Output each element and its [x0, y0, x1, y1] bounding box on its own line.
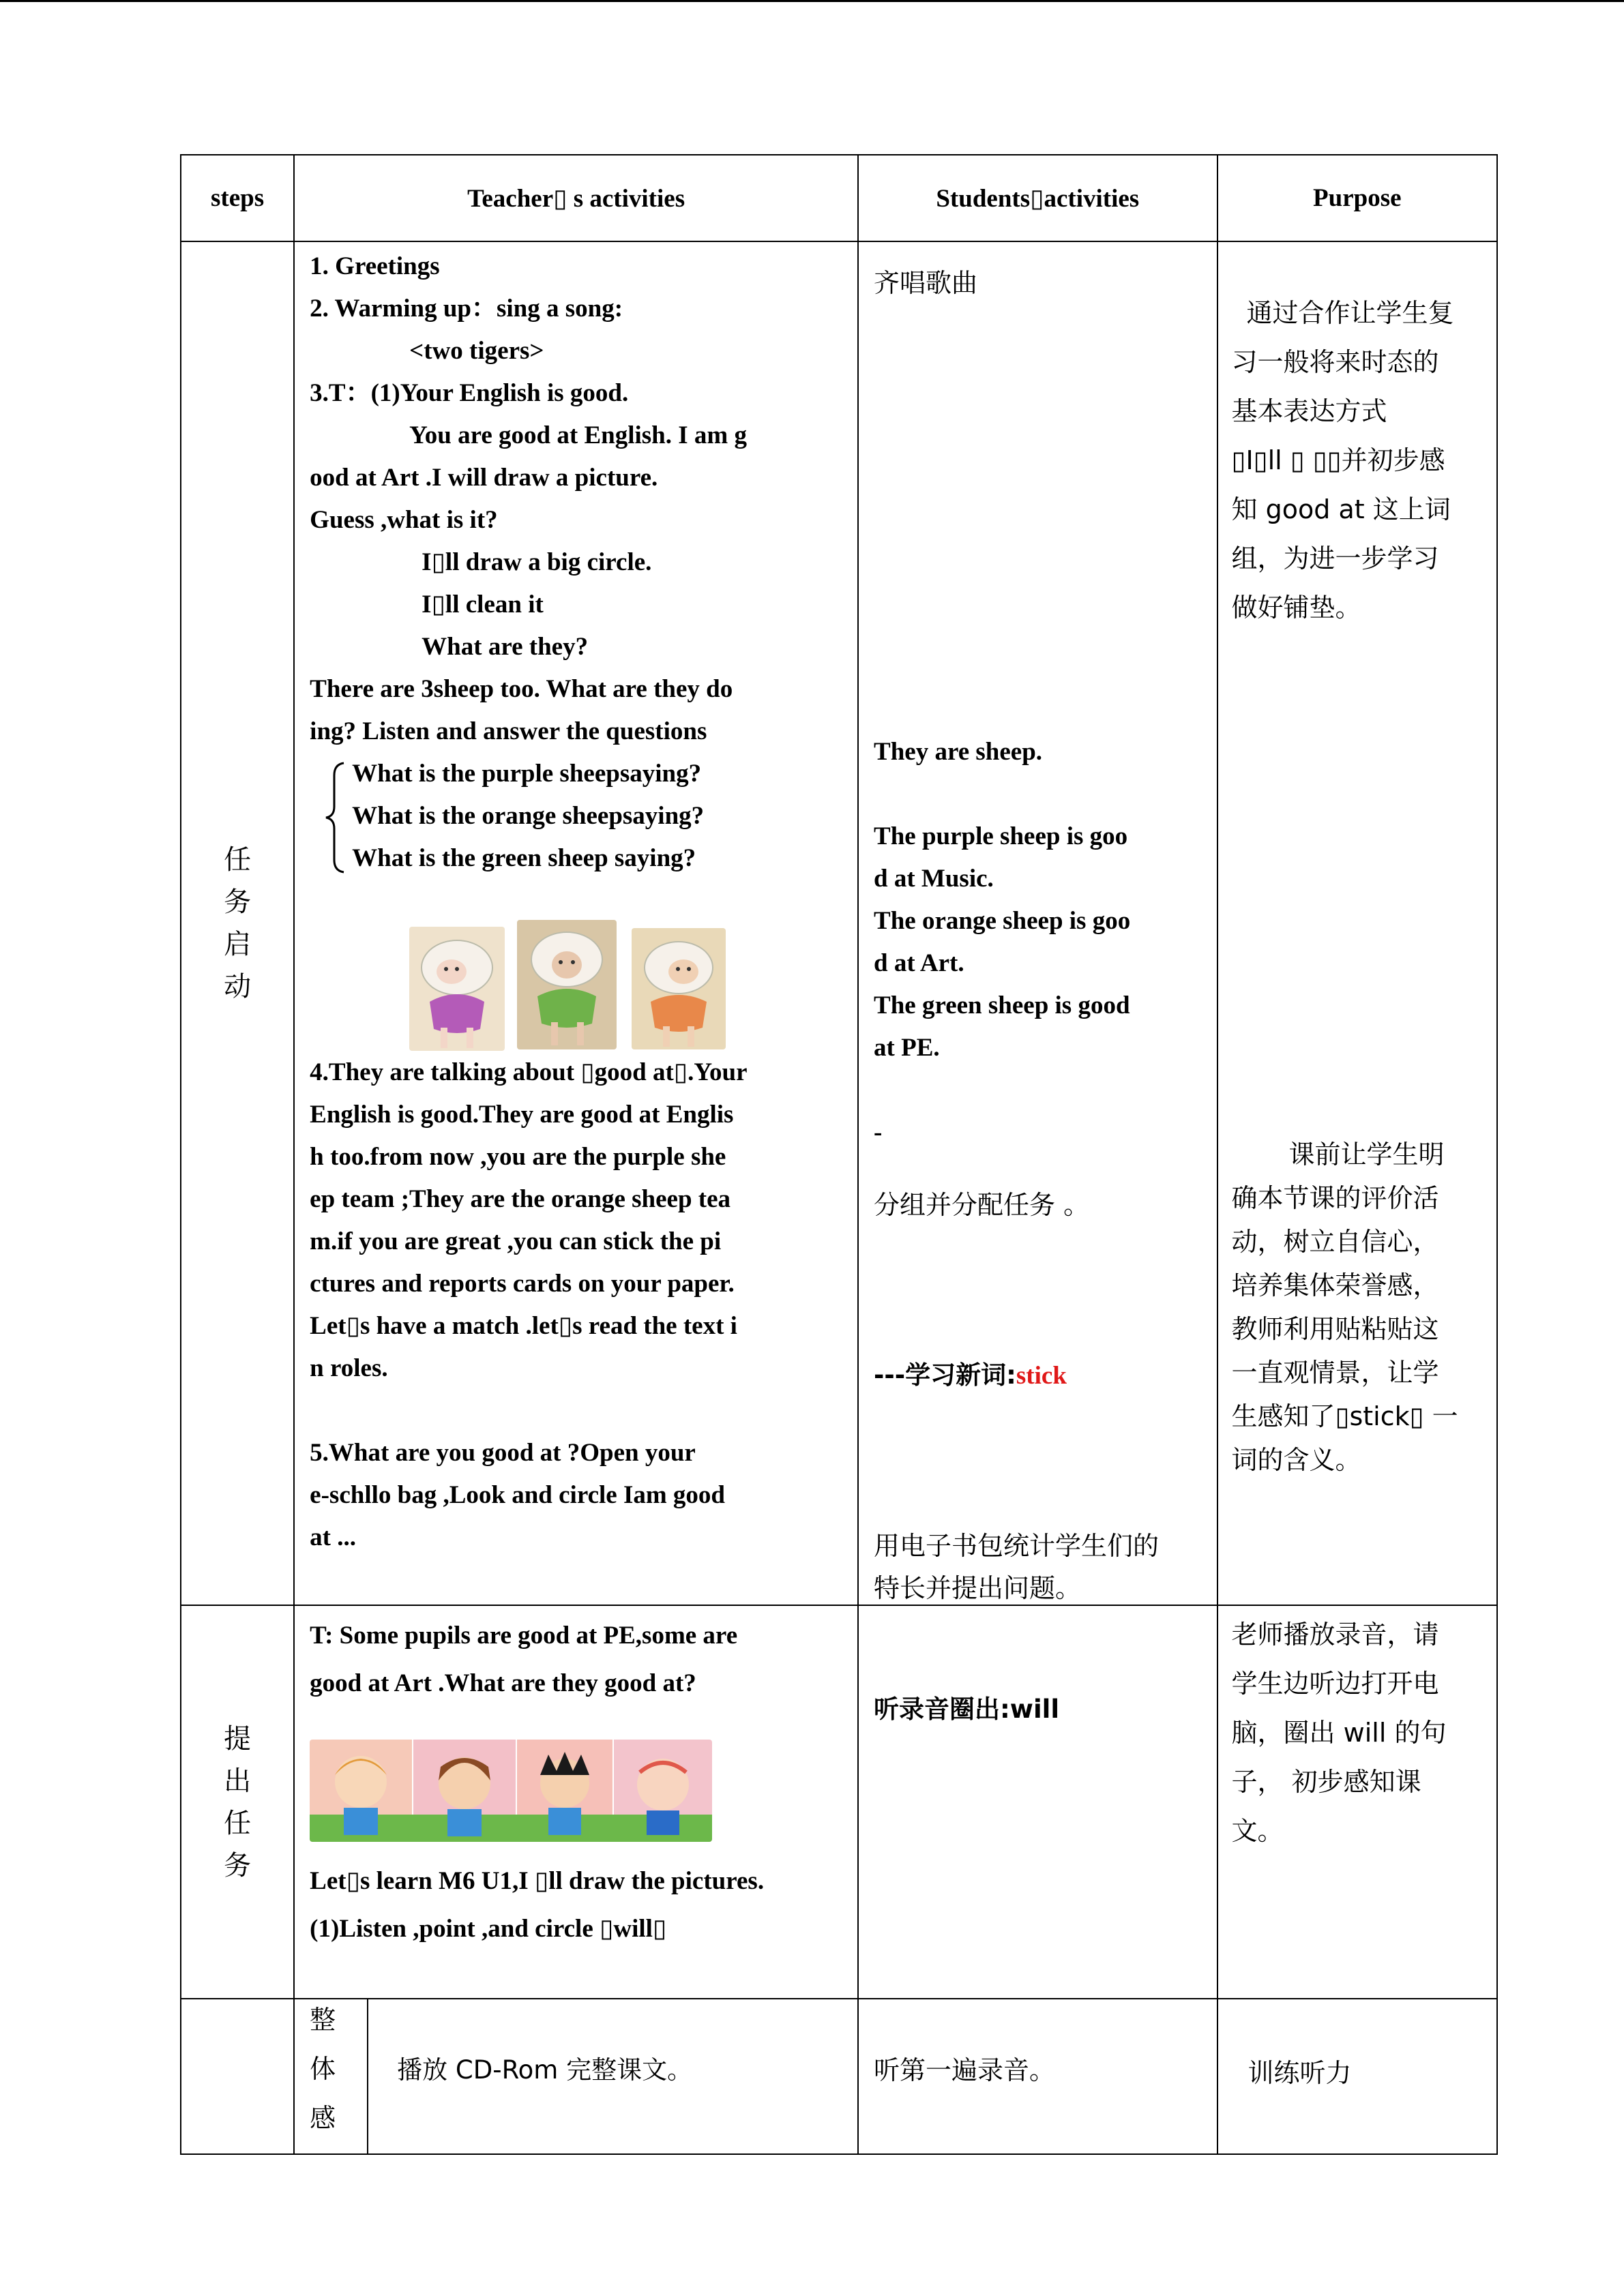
- purpose-overall: [1217, 1999, 1497, 2154]
- student-line-new-word: ---学习新词:stick: [874, 1360, 1067, 1390]
- purpose-line: 课前让学生明: [1288, 1139, 1445, 1169]
- purpose-line: 词的含义。: [1231, 1445, 1361, 1475]
- student-line: d at Art.: [874, 949, 964, 977]
- purpose-line: 脑，圈出 will 的句: [1231, 1718, 1447, 1748]
- teacher-line: 4.They are talking about ▯good at▯.Your: [310, 1058, 748, 1086]
- students-activities-task-start: [858, 241, 1217, 1605]
- teacher-line: at ...: [310, 1523, 356, 1551]
- teacher-line: 1. Greetings: [310, 252, 440, 280]
- students-activities-propose-task: [858, 1605, 1217, 1999]
- teacher-line: (1)Listen ,point ,and circle ▯will▯: [310, 1915, 667, 1943]
- header-teacher-activities: Teacher▯ s activities: [294, 155, 858, 241]
- purpose-line: ▯I▯ll ▯ ▯▯并初步感: [1231, 445, 1445, 475]
- pupils-picture: [310, 1740, 712, 1842]
- student-line: 分组并分配任务 。: [874, 1190, 1090, 1220]
- sub-label-cell: 整 体 感: [295, 1999, 368, 2153]
- lesson-plan-table: [180, 154, 1498, 2155]
- teacher-line: 2. Warming up：sing a song:: [310, 295, 623, 323]
- teacher-line: English is good.They are good at Englis: [310, 1101, 734, 1129]
- student-line: The purple sheep is goo: [874, 822, 1128, 850]
- question-purple: What is the purple sheepsaying?: [352, 760, 702, 788]
- purpose-line: 做好铺垫。: [1231, 593, 1361, 623]
- student-line: at PE.: [874, 1034, 940, 1062]
- orange-sheep-image: [632, 928, 726, 1049]
- student-line: 齐唱歌曲: [874, 268, 978, 298]
- step-label-task-start: 任 务 启 动: [181, 241, 294, 1605]
- teacher-line: e-schllo bag ,Look and circle Iam good: [310, 1481, 725, 1509]
- header-row: [181, 155, 1497, 241]
- purpose-propose-task: [1217, 1605, 1497, 1999]
- student-line: 特长并提出问题。: [874, 1573, 1082, 1603]
- teacher-line: ood at Art .I will draw a picture.: [310, 464, 658, 492]
- purpose-line: 生感知了▯stick▯ 一: [1231, 1401, 1458, 1431]
- purpose-line: 子， 初步感知课: [1231, 1767, 1421, 1797]
- teacher-line: ep team ;They are the orange sheep tea: [310, 1185, 731, 1213]
- header-steps: steps: [181, 155, 294, 241]
- purpose-line: 训练听力: [1247, 2058, 1352, 2088]
- teacher-line: h too.from now ,you are the purple she: [310, 1143, 726, 1171]
- students-activities-overall: [858, 1999, 1217, 2154]
- green-sheep-image: [517, 920, 617, 1049]
- step-label-propose-task: 提 出 任 务: [181, 1605, 294, 1999]
- student-line: The green sheep is good: [874, 992, 1130, 1019]
- header-purpose: Purpose: [1217, 155, 1497, 241]
- teacher-line: Let▯s learn M6 U1,I ▯ll draw the pictures.: [310, 1867, 765, 1895]
- teacher-line: Guess ,what is it?: [310, 506, 498, 534]
- curly-brace-icon: [323, 760, 348, 875]
- teacher-activities-task-start: [294, 241, 858, 1605]
- teacher-line: I▯ll clean it: [422, 591, 544, 618]
- teacher-activities-overall: [294, 1999, 858, 2154]
- teacher-line: <two tigers>: [409, 337, 544, 365]
- teacher-line: m.if you are great ,you can stick the pi: [310, 1227, 722, 1255]
- purpose-line: 通过合作让学生复: [1246, 298, 1454, 328]
- step-label-empty: [181, 1999, 294, 2154]
- teacher-line: ing? Listen and answer the questions: [310, 717, 707, 745]
- section-propose-task-row: [181, 1605, 1497, 1999]
- teacher-line: You are good at English. I am g: [409, 421, 747, 449]
- student-line: 听录音圈出:will: [874, 1695, 1060, 1724]
- question-green: What is the green sheep saying?: [352, 844, 696, 872]
- teacher-activities-propose-task: [294, 1605, 858, 1999]
- teacher-line: 5.What are you good at ?Open your: [310, 1439, 696, 1467]
- purpose-line: 基本表达方式: [1231, 396, 1387, 426]
- purpose-line: 学生边听边打开电: [1231, 1669, 1439, 1699]
- purpose-line: 老师播放录音，请: [1231, 1620, 1439, 1650]
- question-orange: What is the orange sheepsaying?: [352, 802, 705, 830]
- teacher-line: 3.T：(1)Your English is good.: [310, 379, 629, 407]
- purpose-line: 文。: [1231, 1816, 1284, 1846]
- header-students-activities: Students▯activities: [858, 155, 1217, 241]
- teacher-line: Let▯s have a match .let▯s read the text i: [310, 1312, 737, 1340]
- teacher-line: What are they?: [422, 633, 589, 661]
- teacher-line: I▯ll draw a big circle.: [422, 548, 652, 576]
- purpose-line: 组，为进一步学习: [1231, 543, 1439, 573]
- purpose-line: 教师利用贴粘贴这: [1231, 1314, 1439, 1344]
- teacher-line: There are 3sheep too. What are they do: [310, 675, 733, 703]
- top-border-line: [0, 0, 1624, 2]
- student-line: They are sheep.: [874, 738, 1043, 766]
- student-line: 用电子书包统计学生们的: [874, 1531, 1160, 1561]
- teacher-line: T: Some pupils are good at PE,some are: [310, 1622, 738, 1650]
- teacher-line: 播放 CD-Rom 完整课文。: [397, 2055, 693, 2085]
- section-overall-row: [181, 1999, 1497, 2154]
- student-line: The orange sheep is goo: [874, 907, 1131, 935]
- purpose-line: 一直观情景，让学: [1231, 1358, 1439, 1388]
- purpose-line: 培养集体荣誉感，: [1231, 1270, 1439, 1300]
- purpose-line: 知 good at 这上词: [1231, 494, 1451, 524]
- teacher-line: ctures and reports cards on your paper.: [310, 1270, 735, 1298]
- student-line: -: [874, 1118, 883, 1146]
- purpose-line: 习一般将来时态的: [1231, 347, 1439, 377]
- purpose-task-start: [1217, 241, 1497, 1605]
- section-task-start-row: [181, 241, 1497, 1605]
- teacher-line: n roles.: [310, 1354, 388, 1382]
- purpose-line: 确本节课的评价活: [1231, 1183, 1439, 1213]
- new-word-stick: stick: [1016, 1362, 1067, 1390]
- purpose-line: 动，树立自信心，: [1231, 1227, 1439, 1257]
- student-line: 听第一遍录音。: [874, 2055, 1056, 2085]
- teacher-line: good at Art .What are they good at?: [310, 1669, 696, 1697]
- purple-sheep-image: [409, 927, 505, 1051]
- student-line: d at Music.: [874, 865, 994, 893]
